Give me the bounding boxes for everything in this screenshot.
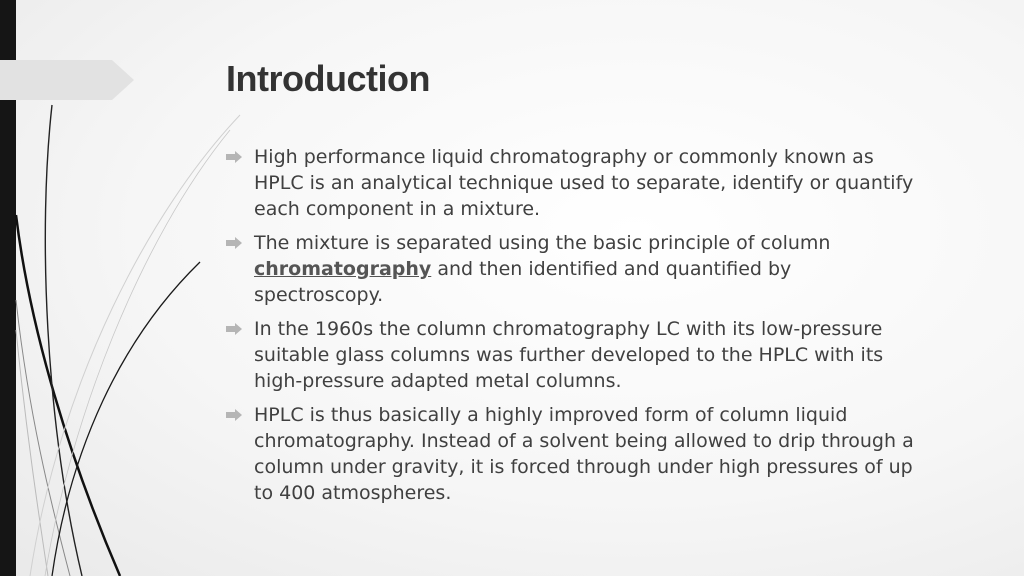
bullet-text-post: and then identified and quantified by spectroscopy. (254, 258, 792, 306)
arrow-bullet-icon (226, 237, 242, 249)
chromatography-link[interactable]: chromatography (254, 258, 432, 280)
arrow-bullet-icon (226, 409, 242, 421)
bullet-text: High performance liquid chromatography or commonly known as HPLC is an analytical technique used to separate, identify or quantify each component in a mixture. (254, 146, 914, 220)
title-tab-shape (0, 60, 134, 100)
arrow-bullet-icon (226, 323, 242, 335)
bullet-list (226, 144, 926, 514)
bullet-item-2 (226, 230, 926, 308)
bullet-item-4 (226, 402, 926, 506)
bullet-text: In the 1960s the column chromatography LC with its low-pressure suitable glass columns was further developed to the HPLC with its high-pressure adapted metal columns. (254, 318, 884, 392)
bullet-item-3 (226, 316, 926, 394)
bullet-text-pre: The mixture is separated using the basic principle of column (254, 232, 831, 254)
bullet-text: HPLC is thus basically a highly improved form of column liquid chromatography. Instead of a solvent being allowed to drip through a column under gravity, it is forced through under high pressures of up to 400 atmospheres. (254, 404, 914, 504)
arrow-bullet-icon (226, 151, 242, 163)
bullet-item-1 (226, 144, 926, 222)
slide-title: Introduction (226, 58, 430, 99)
